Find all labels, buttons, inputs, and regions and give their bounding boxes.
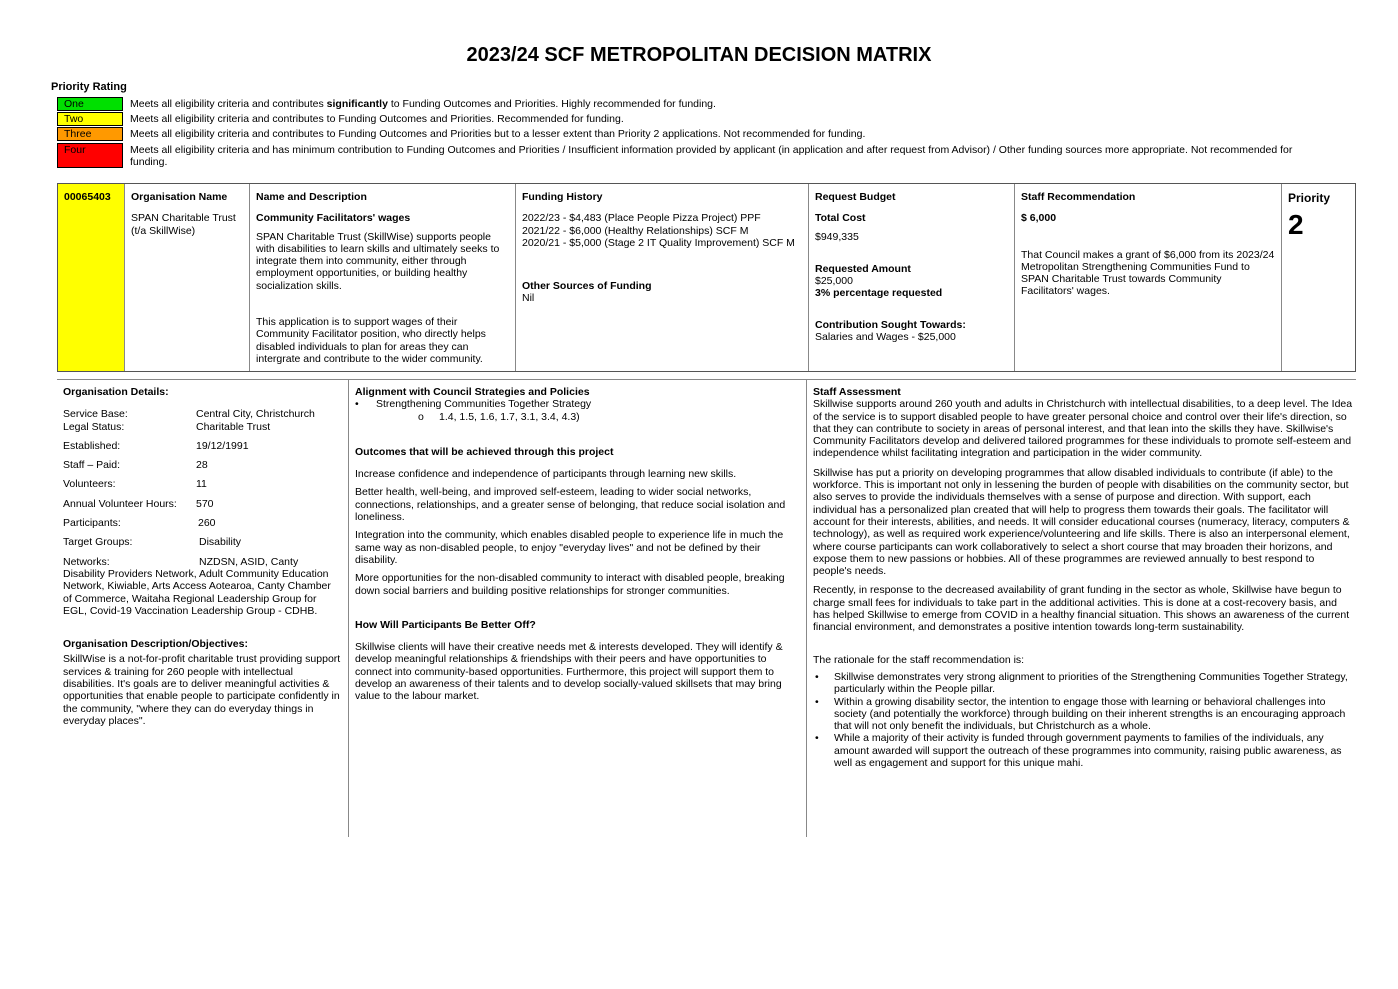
total-cost-label: Total Cost	[815, 212, 866, 225]
detail-label: Volunteers:	[63, 478, 116, 491]
rationale-intro: The rationale for the staff recommendation is:	[813, 653, 1025, 666]
networks-label: Networks:	[63, 555, 110, 568]
detail-label: Service Base:	[63, 408, 128, 421]
better-off-heading: How Will Participants Be Better Off?	[355, 618, 536, 631]
detail-value: 11	[196, 478, 207, 491]
request-budget-heading: Request Budget	[815, 191, 896, 203]
detail-value: 570	[196, 497, 214, 510]
rationale-item	[813, 732, 1353, 769]
organisation-description-heading: Organisation Description/Objectives:	[63, 638, 248, 651]
other-funding-heading: Other Sources of Funding	[522, 280, 652, 293]
priority-value: 2	[1288, 209, 1304, 240]
priority-four-swatch: Four	[57, 143, 123, 168]
bullet-icon: •	[815, 670, 819, 683]
rationale-text: Skillwise demonstrates very strong alignment to priorities of the Strengthening Communities Together Strategy, particularly within the People pillar.	[834, 670, 1348, 696]
requested-amount-label: Requested Amount	[815, 262, 911, 275]
funding-history-cell	[516, 184, 809, 371]
outcome-item: Better health, well-being, and improved self-esteem, leading to wider social networks, connections, relationships, and a greater sense of belonging, that reduce social isolation and loneliness.	[355, 486, 786, 524]
detail-value: 19/12/1991	[196, 439, 249, 452]
outcome-item: Integration into the community, which enables disabled people to experience life in much the same way as non-disabled people, to enjoy "everyday lives" and not be defined by their disability.	[355, 529, 784, 566]
section-divider	[57, 379, 1356, 380]
priority-rating-heading: Priority Rating	[51, 81, 127, 93]
bullet-icon: •	[815, 695, 819, 708]
strategy-bullet	[355, 398, 795, 410]
detail-label: Annual Volunteer Hours:	[63, 497, 177, 510]
alignment-heading: Alignment with Council Strategies and Policies	[355, 386, 590, 398]
funding-history-item: 2022/23 - $4,483 (Place People Pizza Project) PPF	[522, 212, 761, 225]
detail-label: Participants:	[63, 517, 121, 530]
bullet-icon: •	[355, 398, 359, 411]
priority-heading: Priority	[1288, 191, 1331, 205]
organisation-name: SPAN Charitable Trust (t/a SkillWise)	[131, 212, 236, 237]
detail-value: Disability	[199, 536, 242, 549]
organisation-details-section	[63, 386, 341, 727]
recommendation-text: That Council makes a grant of $6,000 from its 2023/24 Metropolitan Strengthening Communities Fund to SPAN Charitable Trust towards Community Facilitators' wages.	[1021, 248, 1275, 298]
project-name: Community Facilitators' wages	[256, 212, 411, 225]
application-id-cell	[58, 184, 125, 371]
strategy-name: Strengthening Communities Together Strategy	[376, 398, 592, 411]
contribution-sought-value: Salaries and Wages - $25,000	[815, 331, 956, 344]
strategy-references: 1.4, 1.5, 1.6, 1.7, 3.1, 3.4, 4.3)	[439, 410, 580, 423]
project-description: SPAN Charitable Trust (SkillWise) supports people with disabilities to learn skills and ultimately seeks to integrate them into community, either through employment opportunities, or building healthy socialization skills.	[256, 230, 500, 292]
detail-value: 28	[196, 459, 208, 472]
detail-value: Charitable Trust	[196, 420, 271, 433]
rationale-text: While a majority of their activity is funded through government payments to families of the individuals, any amount awarded will support the outreach of these programmes into community, raising public awareness, as well as engagement and support for this unique mahi.	[834, 732, 1342, 770]
funding-history-item: 2020/21 - $5,000 (Stage 2 IT Quality Improvement) SCF M	[522, 236, 795, 249]
detail-label: Established:	[63, 439, 121, 452]
funding-history-item: 2021/22 - $6,000 (Healthy Relationships) SCF M	[522, 224, 749, 237]
request-budget-cell	[809, 184, 1015, 371]
rationale-text: Within a growing disability sector, the intention to engage those with learning or behavioral challenges into society (and potentially the workforce) through building on their inherent strengths is an encouraging approach that will not only benefit the individuals, but Christchurch as a whole.	[834, 695, 1346, 733]
detail-row	[63, 536, 341, 548]
outcome-item: Increase confidence and independence of participants through learning new skills.	[355, 468, 737, 481]
total-cost-value: $949,335	[815, 230, 859, 243]
assessment-paragraph: Skillwise has put a priority on developing programmes that allow disabled individuals to contribute (if able) to the workforce. This is important not only in lessening the burden of people with disabilities on the community sector, but also serves to provide the individuals themselves with a sense of purpose and direction. With support, each individual has a personalized plan created that will help to progress them towards their goals. The facilitator will account for their interests, abilities, and needs. It will consider educational courses (numeracy, literacy, computers & technology), as well as required work experience/volunteering and life skills. There is also an interpersonal element, where course participants can work collaboratively to select a short course that may broaden their horizons, and expose them to new passions or hobbies. All of these programmes are reviewed annually to best respond to people's needs.	[813, 466, 1350, 578]
priority-four-desc: Meets all eligibility criteria and has minimum contribution to Funding Outcomes and Priorities / Insufficient information provided by applicant (in application and after request from Advisor) / Other funding sources more appropriate. Not recommended for funding.	[130, 144, 1293, 169]
recommended-amount: $ 6,000	[1021, 212, 1057, 225]
assessment-paragraph: Skillwise supports around 260 youth and adults in Christchurch with intellectual disabilities, to a deep level. The Idea of the service is to support disabled people to have greater personal choice and control over their life's direction, so that they can contribute to society in areas of personal interest, and that lean into the skills they have. Skillwise's Community Facilitators develop and delivered tailored programmes for these individuals to promote self-esteem and independence whilst facilitating integration and participation in the wider community.	[813, 398, 1353, 460]
priority-two-desc: Meets all eligibility criteria and contributes to Funding Outcomes and Priorities. Recommended for funding.	[130, 113, 624, 125]
detail-row	[63, 408, 341, 420]
detail-row	[63, 478, 341, 490]
alignment-section	[355, 386, 795, 703]
funding-history-heading: Funding History	[522, 191, 603, 203]
bullet-icon: •	[815, 732, 819, 745]
outcomes-heading: Outcomes that will be achieved through this project	[355, 445, 614, 458]
page-title: 2023/24 SCF METROPOLITAN DECISION MATRIX	[466, 44, 932, 66]
detail-value: 260	[198, 517, 216, 530]
percentage-requested: 3% percentage requested	[815, 287, 943, 300]
circle-bullet-icon: o	[418, 410, 424, 423]
organisation-description: SkillWise is a not-for-profit charitable trust providing support services & training for 260 people with intellectual disabilities. It's goals are to deliver meaningful activities & opportunities that enable people to participate confidently in the community, "where they can do everyday things in everyday places".	[63, 653, 341, 727]
detail-label: Legal Status:	[63, 420, 125, 433]
rationale-item	[813, 696, 1353, 733]
detail-row	[63, 440, 341, 452]
assessment-paragraph: Recently, in response to the decreased availability of grant funding in the sector as whole, Skillwise have begun to charge small fees for individuals to take part in the additional activities. This is done at a cost-recovery basis, and has helped Skillwise to emerge from COVID in a healthy financial situation. This shows an awareness of the current financial environment, and demonstrates a positive intention towards long-term sustainability.	[813, 584, 1350, 634]
staff-recommendation-cell	[1015, 184, 1282, 371]
other-funding-value: Nil	[522, 292, 535, 305]
priority-one-desc: Meets all eligibility criteria and contributes significantly to Funding Outcomes and Priorities. Highly recommended for funding.	[130, 98, 716, 110]
priority-one-swatch: One	[57, 97, 123, 111]
organisation-details-heading: Organisation Details:	[63, 386, 169, 398]
organisation-name-heading: Organisation Name	[131, 191, 228, 203]
detail-row	[63, 459, 341, 471]
detail-row	[63, 517, 341, 529]
staff-recommendation-heading: Staff Recommendation	[1021, 191, 1136, 203]
strategy-sub-bullet	[355, 411, 795, 423]
priority-two-swatch: Two	[57, 112, 123, 126]
application-id: 00065403	[64, 191, 111, 203]
detail-value: Central City, Christchurch	[196, 408, 315, 421]
detail-label: Target Groups:	[63, 536, 133, 549]
project-application-purpose: This application is to support wages of their Community Facilitator position, who directly helps disabled individuals to plan for areas they can intergrate and contribute to the wider community.	[256, 316, 486, 365]
detail-row	[63, 421, 341, 433]
staff-assessment-section	[813, 386, 1353, 769]
networks-value: NZDSN, ASID, Canty	[199, 555, 299, 568]
decision-matrix-row	[57, 183, 1356, 372]
detail-row	[63, 556, 341, 568]
organisation-name-cell	[125, 184, 250, 371]
detail-label: Staff – Paid:	[63, 459, 121, 472]
priority-three-swatch: Three	[57, 127, 123, 141]
networks-list: Disability Providers Network, Adult Community Education Network, Kiwiable, Arts Access Aotearoa, Canty Chamber of Commerce, Waitaha Regional Leadership Group for EGL, Covid-19 Vaccination Leadership Group - CDHB.	[63, 567, 331, 617]
column-divider	[348, 380, 349, 837]
staff-assessment-heading: Staff Assessment	[813, 386, 901, 398]
requested-amount-value: $25,000	[815, 275, 853, 288]
better-off-text: Skillwise clients will have their creative needs met & interests developed. They will identify & develop meaningful relationships & friendships with their peers and have opportunities to connect into community-based opportunities. Furthermore, this project will support them to develop an awareness of their talents and to develop socially-valued skillsets that may bring value to the labour market.	[355, 641, 783, 703]
detail-row	[63, 498, 341, 510]
priority-cell	[1282, 184, 1355, 371]
rationale-item	[813, 671, 1353, 696]
project-heading: Name and Description	[256, 191, 367, 203]
project-cell	[250, 184, 516, 371]
column-divider	[806, 380, 807, 837]
contribution-sought-label: Contribution Sought Towards:	[815, 318, 966, 331]
priority-three-desc: Meets all eligibility criteria and contributes to Funding Outcomes and Priorities but to a lesser extent than Priority 2 applications. Not recommended for funding.	[130, 128, 866, 140]
outcome-item: More opportunities for the non-disabled community to interact with disabled people, breaking down social barriers and building positive relationships for stronger communities.	[355, 572, 785, 597]
